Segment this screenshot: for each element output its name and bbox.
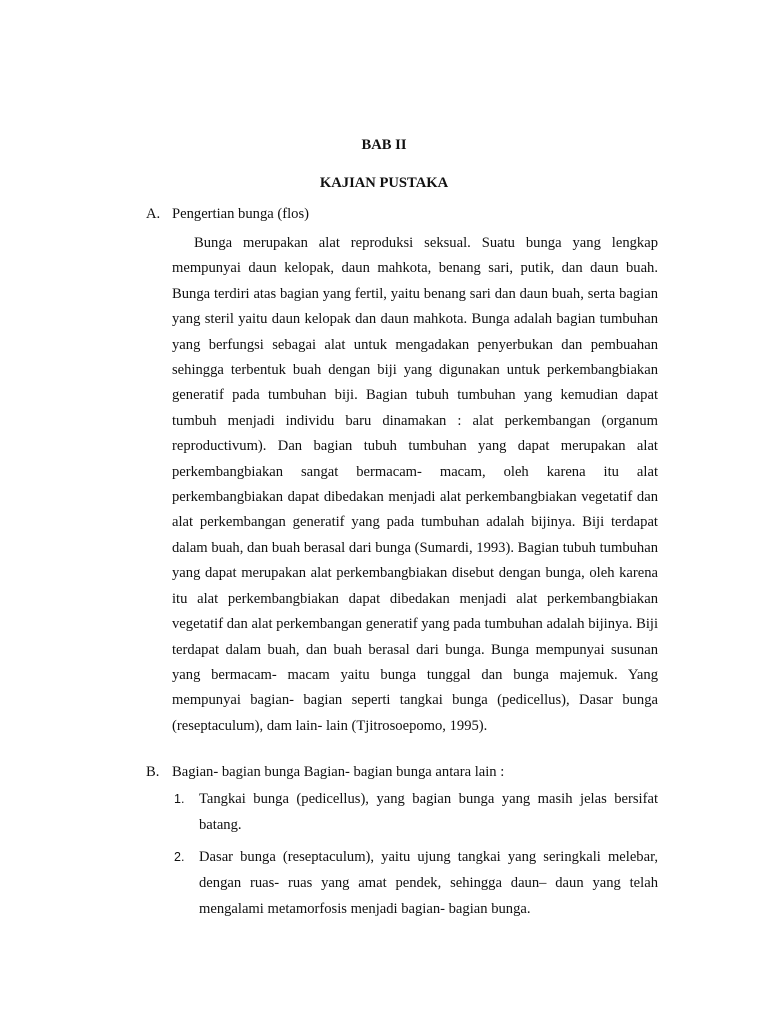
list-item-text: Tangkai bunga (pedicellus), yang bagian bunga yang masih jelas bersifat batang. <box>199 791 658 833</box>
section-b-heading <box>146 762 666 782</box>
section-a-paragraph: Bunga merupakan alat reproduksi seksual. Suatu bunga yang lengkap mempunyai daun kelopak, daun mahkota, benang sari, putik, dan daun buah. Bunga terdiri atas bagian yang fertil, yaitu benang sari dan daun buah, serta bagian yang steril yaitu daun kelopak dan daun mahkota. Bunga adalah bagian tumbuhan yang berfungsi sebagai alat untuk mengadakan penyerbukan dan pembuahan sehingga terbentuk buah dengan biji yang digunakan untuk perkembangbiakan generatif pada tumbuhan biji. Bagian tubuh tumbuhan yang kemudian dapat tumbuh menjadi individu baru dinamakan : alat perkembangan (organum reproductivum). Dan bagian tubuh tumbuhan yang dapat merupakan alat perkembangbiakan sangat bermacam- macam, oleh karena itu alat perkembangbiakan dapat dibedakan menjadi alat perkembangbiakan vegetatif dan alat perkembangan generatif yang pada tumbuhan adalah bijinya. Biji terdapat dalam buah, dan buah berasal dari bunga (Sumardi, 1993). Bagian tubuh tumbuhan yang dapat merupakan alat perkembangbiakan disebut dengan bunga, oleh karena itu alat perkembangbiakan dapat dibedakan menjadi alat perkembangbiakan vegetatif dan alat perkembangan generatif yang pada tumbuhan adalah bijinya. Biji terdapat dalam buah, dan buah berasal dari bunga. Bunga mempunyai susunan yang bermacam- macam yaitu bunga tunggal dan bunga majemuk. Yang mempunyai bagian- bagian seperti tangkai bunga (pedicellus), Dasar bunga (reseptaculum), dam lain- lain (Tjitrosoepomo, 1995). <box>172 235 658 734</box>
section-a-heading-text: Pengertian bunga (flos) <box>172 206 309 222</box>
chapter-number: BAB II <box>361 137 407 153</box>
section-a-marker: A. <box>146 206 161 222</box>
list-item-text: Dasar bunga (reseptaculum), yaitu ujung tangkai yang seringkali melebar, dengan ruas- ruas yang amat pendek, sehingga daun– daun yang telah mengalami metamorfosis menjadi bagian- bagian bunga. <box>199 849 658 917</box>
chapter-title: KAJIAN PUSTAKA <box>319 175 449 191</box>
list-item <box>172 844 658 922</box>
list-item <box>172 786 658 838</box>
section-b-list <box>172 786 658 922</box>
section-b-marker: B. <box>146 764 160 780</box>
list-item-number: 2. <box>174 850 185 864</box>
section-b-heading-text: Bagian- bagian bunga Bagian- bagian bunga antara lain : <box>172 764 505 780</box>
list-item-number: 1. <box>174 792 185 806</box>
section-a-heading <box>146 204 666 224</box>
